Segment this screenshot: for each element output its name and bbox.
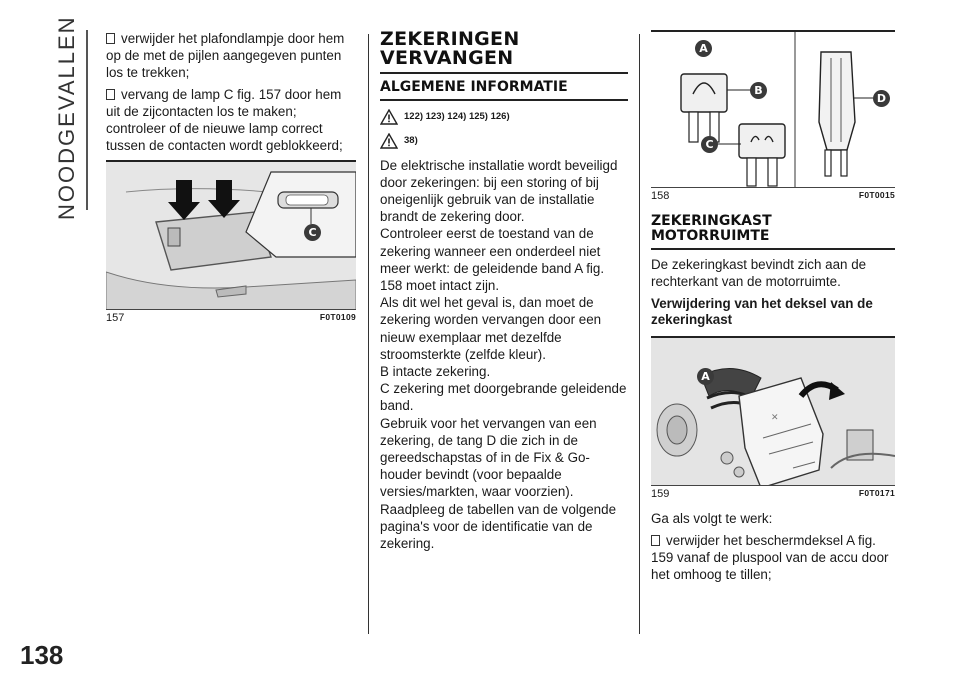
body-paragraph-1: De elektrische installatie wordt beveiligd door zekeringen: bij een storing of bij oneigenlijk gebruik van de installatie brandt de zekering door. [380,157,618,225]
fuse-illustration [651,32,895,188]
column-divider-2 [639,34,640,634]
body-paragraph-3: Als dit wel het geval is, dan moet de zekering worden vervangen door een nieuw exemplaar met dezelfde stroomsterkte (zelfde kleur). [380,295,602,362]
subheading-rule [380,99,628,101]
figure-157-caption [106,312,356,326]
figure-159 [651,336,895,486]
fuse-box-illustration [651,338,895,486]
checkbox-bullet-icon [106,89,115,100]
body-paragraph-6: Gebruik voor het vervangen van een zekering, de tang D die zich in de gereedschapstas of in de Fix & Go-houder bevindt (voor bepaalde versies/markten, waar voorzien). [380,415,597,500]
column-3 [651,30,895,587]
intro-paragraph: De zekeringkast bevindt zich aan de rechterkant van de motorruimte. [651,257,867,290]
checkbox-bullet-icon [651,535,660,546]
page-number: 138 [20,640,64,670]
figure-label-a: A [695,40,712,57]
section-heading: ZEKERINGEN VERVANGEN [380,28,520,69]
body-paragraph-4: B intacte zekering. [380,363,491,379]
figure-157 [106,160,356,310]
heading-rule [380,72,628,74]
figure-number: 157 [106,312,125,325]
column-divider-1 [368,34,369,634]
column-2 [380,30,628,552]
figure-158 [651,30,895,188]
body-paragraph-7: Raadpleeg de tabellen van de volgende pagina's voor de identificatie van de zekering. [380,501,617,551]
body-paragraph-5: C zekering met doorgebrande geleidende band. [380,381,627,414]
figure-code: F0T0171 [858,488,895,499]
bullet-step-2: vervang de lamp C fig. 157 door hem uit de zijcontacten los te maken; controleer of de nieuwe lamp correct tussen de contacten wordt geblokkeerd; [106,86,343,154]
figure-number: 159 [651,488,670,501]
figure-label-c: C [701,136,718,153]
section-heading: ZEKERINGKAST MOTORRUIMTE [651,213,772,244]
heading-rule [651,248,895,250]
subsection-heading: Verwijdering van het deksel van de zekeringkast [651,296,873,328]
figure-label-c: C [304,224,321,241]
section-tab-title: NOODGEVALLEN [54,15,79,220]
figure-number: 158 [651,190,670,202]
warning-refs-1: 122) 123) 124) 125) 126) [380,107,628,127]
subsection-heading: ALGEMENE INFORMATIE [380,79,568,95]
warning-refs-2: 38) [380,131,628,151]
figure-158-caption [651,190,895,204]
caution-triangle-icon [380,133,398,149]
steps-intro: Ga als volgt te werk: [651,511,773,527]
figure-label-a: A [697,368,714,385]
checkbox-bullet-icon [106,33,115,44]
column-1 [106,30,356,326]
figure-label-d: D [873,90,890,107]
figure-159-caption [651,488,895,502]
figure-code: F0T0109 [319,312,356,323]
warning-triangle-icon [380,109,398,125]
svg-text:✕: ✕ [771,413,779,424]
bullet-step-1: verwijder het beschermdeksel A fig. 159 vanaf de pluspool van de accu door het omhoog te tillen; [651,532,889,583]
body-paragraph-2: Controleer eerst de toestand van de zekering wanneer een onderdeel niet meer werkt: de geleidende band A fig. 158 moet intact zijn. [380,226,605,293]
section-tab-rule [86,30,88,210]
figure-code: F0T0015 [858,190,895,200]
bullet-step-1: verwijder het plafondlampje door hem op de met de pijlen aangegeven punten los te trekken; [106,31,345,81]
figure-label-b: B [750,82,767,99]
